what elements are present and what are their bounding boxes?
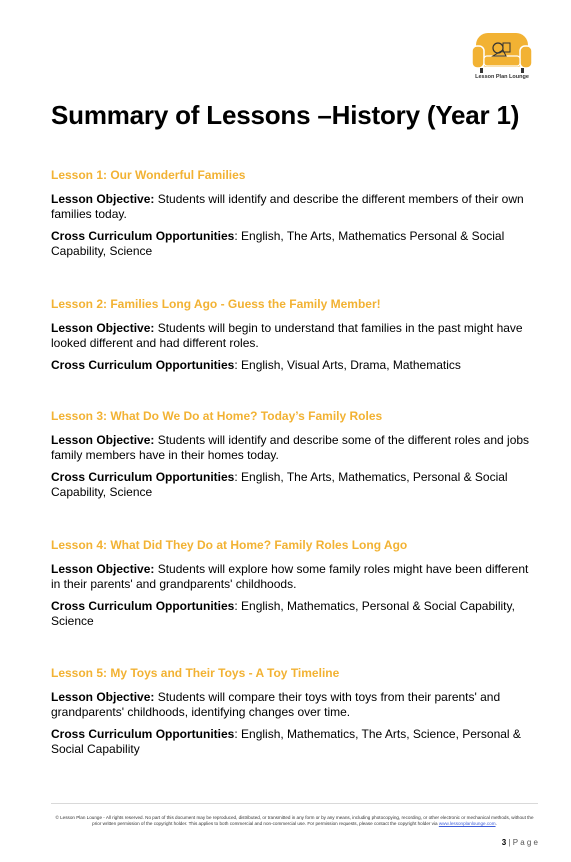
objective-label: Lesson Objective: [51, 432, 155, 447]
lesson-objective [51, 321, 541, 352]
lesson-5 [51, 666, 541, 764]
lesson-1 [51, 168, 541, 266]
cross-curriculum-text: English, Mathematics, The Arts, Science, Personal & Social Capability [51, 726, 521, 756]
logo-brand-name: Lesson Plan Lounge [475, 74, 529, 80]
lesson-title: Lesson 5: My Toys and Their Toys - A Toy Timeline [51, 666, 340, 680]
lesson-2 [51, 297, 541, 379]
copyright-notice: © Lesson Plan Lounge - All rights reserved. No part of this document may be reproduced, distributed, or transmitted in any form or by any means, including photocopying, recording, or other electronic or mechanical methods, without the prior written permission of the copyright holder. This applies to both commercial and non-commercial use. For permission requests, please contact the copyright holder via [55, 815, 534, 827]
objective-text: Students will identify and describe the different members of their own families today. [51, 191, 524, 221]
cross-curriculum-text: English, Mathematics, Personal & Social Capability, Science [51, 598, 515, 628]
cross-curriculum-text: English, The Arts, Mathematics Personal & Social Capability, Science [51, 228, 505, 258]
lesson-title: Lesson 3: What Do We Do at Home? Today’s Family Roles [51, 409, 383, 423]
lesson-objective [51, 562, 541, 593]
lesson-3 [51, 409, 541, 507]
website-link[interactable]: www.lessonplanlounge.com [438, 821, 496, 827]
footer-period: . [495, 821, 497, 827]
cross-curriculum-label: Cross Curriculum Opportunities [51, 228, 235, 243]
lesson-cross-curriculum: Cross Curriculum Opportunities: English, Mathematics, The Arts, Science, Personal & Social Capability [51, 726, 521, 756]
objective-label: Lesson Objective: [51, 320, 155, 335]
lesson-cross-curriculum: Cross Curriculum Opportunities: English, The Arts, Mathematics, Personal & Social Capability, Science [51, 469, 508, 499]
cross-curriculum-label: Cross Curriculum Opportunities [51, 726, 235, 741]
lesson-4 [51, 538, 541, 636]
footer-copyright [51, 815, 538, 827]
lesson-title: Lesson 4: What Did They Do at Home? Family Roles Long Ago [51, 538, 408, 552]
cross-curriculum-label: Cross Curriculum Opportunities [51, 357, 235, 372]
cross-curriculum-text: English, The Arts, Mathematics, Personal & Social Capability, Science [51, 469, 508, 499]
lesson-objective [51, 690, 541, 721]
objective-text: Students will compare their toys with toys from their parents' and grandparents' childhoods, identifying changes over time. [51, 689, 501, 719]
lesson-objective [51, 433, 541, 464]
lesson-title: Lesson 2: Families Long Ago - Guess the Family Member! [51, 297, 381, 311]
objective-text: Students will identify and describe some of the different roles and jobs family members have in their homes today. [51, 432, 530, 462]
objective-label: Lesson Objective: [51, 191, 155, 206]
lesson-objective [51, 192, 541, 223]
footer-divider [51, 803, 538, 804]
cross-curriculum-label: Cross Curriculum Opportunities [51, 598, 235, 613]
objective-label: Lesson Objective: [51, 689, 155, 704]
objective-label: Lesson Objective: [51, 561, 155, 576]
page-number-value: 3 [501, 838, 507, 847]
lesson-cross-curriculum: Cross Curriculum Opportunities: English, Visual Arts, Drama, Mathematics [51, 357, 461, 372]
lesson-title: Lesson 1: Our Wonderful Families [51, 168, 246, 182]
page-title: Summary of Lessons –History (Year 1) [51, 100, 520, 130]
cross-curriculum-label: Cross Curriculum Opportunities [51, 469, 235, 484]
page-number [482, 838, 538, 847]
lesson-cross-curriculum: Cross Curriculum Opportunities: English, Mathematics, Personal & Social Capability, Science [51, 598, 515, 628]
page-label: | P a g e [508, 838, 538, 847]
objective-text: Students will begin to understand that families in the past might have looked different and had different roles. [51, 320, 523, 350]
objective-text: Students will explore how some family roles might have been different in their parents' and grandparents' childhoods. [51, 561, 529, 591]
cross-curriculum-text: English, Visual Arts, Drama, Mathematics [241, 357, 461, 372]
lesson-cross-curriculum: Cross Curriculum Opportunities: English, The Arts, Mathematics Personal & Social Capability, Science [51, 228, 505, 258]
